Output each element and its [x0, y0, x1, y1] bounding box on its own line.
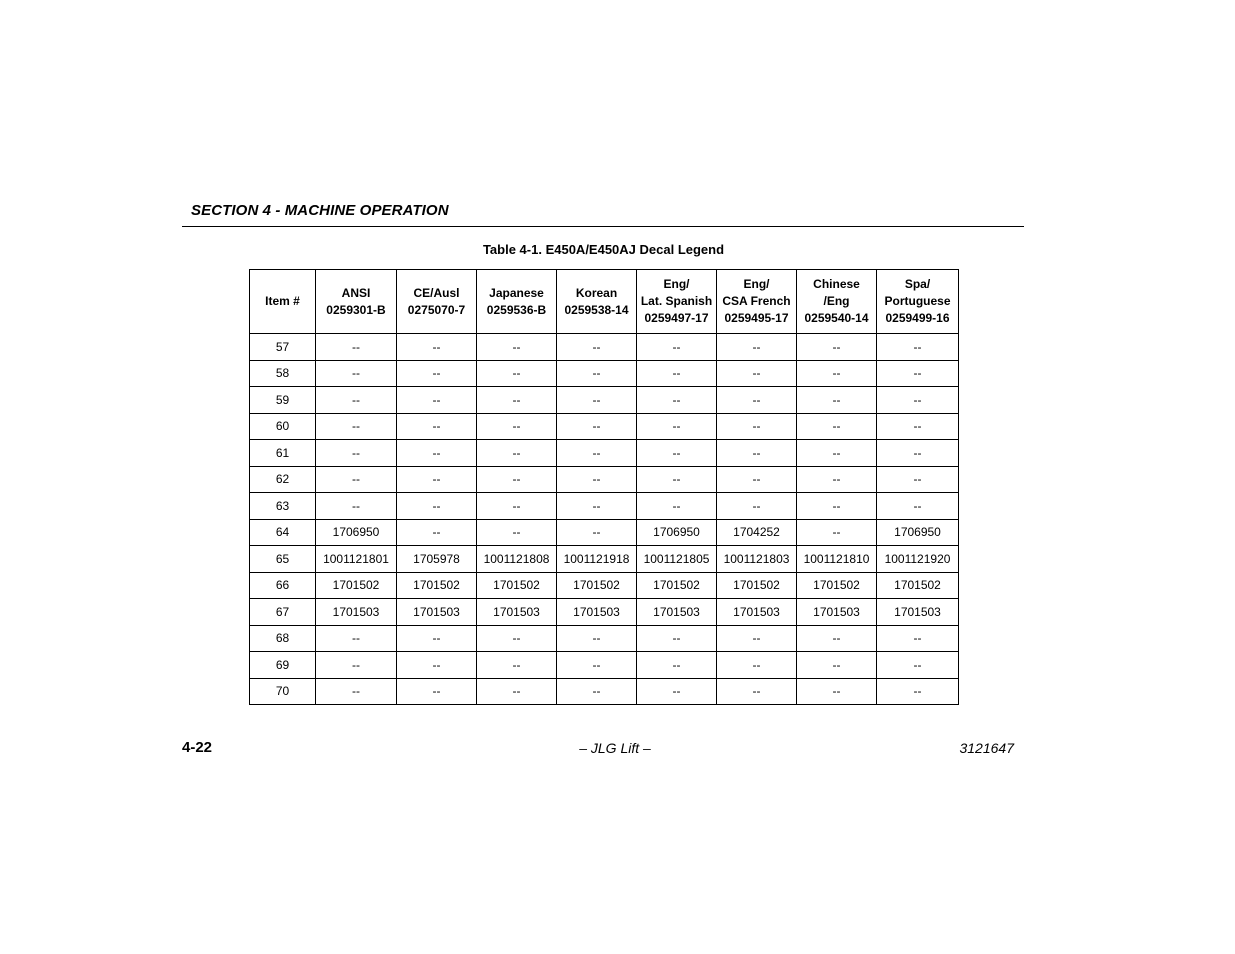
column-header — [877, 270, 959, 334]
column-header-line: 0259536-B — [486, 302, 547, 317]
column-header-line: CSA French — [722, 294, 791, 308]
part-number-cell: -- — [877, 493, 959, 520]
part-number-cell: 1701503 — [637, 599, 717, 626]
column-header-line: 0259301-B — [326, 302, 386, 317]
part-number-cell: -- — [477, 519, 557, 546]
item-number-cell: 62 — [250, 466, 316, 493]
part-number-cell: -- — [717, 652, 797, 679]
part-number-cell: 1701503 — [557, 599, 637, 626]
part-number-cell: -- — [397, 440, 477, 467]
item-number-cell: 63 — [250, 493, 316, 520]
table-row — [250, 440, 959, 467]
part-number-cell: -- — [477, 413, 557, 440]
part-number-cell: 1701503 — [797, 599, 877, 626]
column-header-line: Korean — [575, 285, 618, 300]
part-number-cell: 1001121920 — [877, 546, 959, 573]
column-header-line: Eng/ — [663, 277, 690, 291]
part-number-cell: -- — [797, 493, 877, 520]
column-header-line: 0259538-14 — [564, 302, 629, 317]
table-row — [250, 599, 959, 626]
column-header — [250, 270, 316, 334]
part-number-cell: 1701502 — [316, 572, 397, 599]
table-row — [250, 387, 959, 414]
column-header — [717, 270, 797, 334]
part-number-cell: -- — [316, 678, 397, 705]
part-number-cell: -- — [557, 466, 637, 493]
part-number-cell: -- — [797, 652, 877, 679]
part-number-cell: -- — [797, 519, 877, 546]
part-number-cell: -- — [477, 360, 557, 387]
part-number-cell: -- — [316, 652, 397, 679]
section-title: SECTION 4 - MACHINE OPERATION — [191, 202, 449, 219]
item-number-cell: 59 — [250, 387, 316, 414]
part-number-cell: -- — [637, 652, 717, 679]
part-number-cell: -- — [877, 652, 959, 679]
table-row — [250, 334, 959, 361]
column-header-line: Japanese — [489, 285, 544, 300]
table-row — [250, 519, 959, 546]
part-number-cell: -- — [397, 625, 477, 652]
table-row — [250, 652, 959, 679]
part-number-cell: -- — [397, 413, 477, 440]
part-number-cell: -- — [397, 360, 477, 387]
column-header — [397, 270, 477, 334]
part-number-cell: 1701502 — [877, 572, 959, 599]
header-rule — [182, 226, 1024, 227]
table-row — [250, 572, 959, 599]
part-number-cell: -- — [797, 466, 877, 493]
part-number-cell: 1706950 — [316, 519, 397, 546]
item-number-cell: 69 — [250, 652, 316, 679]
part-number-cell: -- — [316, 413, 397, 440]
part-number-cell: -- — [316, 493, 397, 520]
part-number-cell: -- — [637, 678, 717, 705]
part-number-cell: -- — [717, 625, 797, 652]
column-header — [316, 270, 397, 334]
part-number-cell: -- — [316, 440, 397, 467]
part-number-cell: -- — [637, 466, 717, 493]
part-number-cell: 1705978 — [397, 546, 477, 573]
part-number-cell: -- — [877, 678, 959, 705]
part-number-cell: -- — [316, 466, 397, 493]
part-number-cell: -- — [557, 519, 637, 546]
part-number-cell: -- — [717, 387, 797, 414]
part-number-cell: -- — [877, 360, 959, 387]
part-number-cell: -- — [797, 678, 877, 705]
column-header-line: 0259497-17 — [644, 311, 709, 325]
item-number-cell: 68 — [250, 625, 316, 652]
part-number-cell: -- — [797, 360, 877, 387]
part-number-cell: 1701502 — [477, 572, 557, 599]
part-number-cell: -- — [397, 387, 477, 414]
decal-legend-table — [249, 269, 959, 705]
part-number-cell: -- — [717, 334, 797, 361]
part-number-cell: -- — [877, 440, 959, 467]
table-header-row — [250, 270, 959, 334]
part-number-cell: -- — [557, 625, 637, 652]
column-header-line: Lat. Spanish — [640, 294, 713, 308]
part-number-cell: 1701503 — [316, 599, 397, 626]
part-number-cell: 1701502 — [637, 572, 717, 599]
item-number-cell: 57 — [250, 334, 316, 361]
part-number-cell: 1001121805 — [637, 546, 717, 573]
item-number-cell: 58 — [250, 360, 316, 387]
part-number-cell: 1001121808 — [477, 546, 557, 573]
part-number-cell: 1701503 — [877, 599, 959, 626]
part-number-cell: -- — [637, 360, 717, 387]
column-header — [477, 270, 557, 334]
table-row — [250, 493, 959, 520]
part-number-cell: -- — [557, 334, 637, 361]
part-number-cell: -- — [877, 413, 959, 440]
table-row — [250, 466, 959, 493]
item-number-cell: 60 — [250, 413, 316, 440]
table-row — [250, 678, 959, 705]
part-number-cell: 1001121918 — [557, 546, 637, 573]
item-number-cell: 64 — [250, 519, 316, 546]
table-row — [250, 546, 959, 573]
table-row — [250, 413, 959, 440]
footer-center-text: – JLG Lift – — [579, 740, 651, 756]
part-number-cell: -- — [397, 466, 477, 493]
part-number-cell: -- — [877, 466, 959, 493]
part-number-cell: 1706950 — [637, 519, 717, 546]
part-number-cell: 1701502 — [557, 572, 637, 599]
column-header-line: CE/Ausl — [413, 285, 460, 300]
part-number-cell: 1701503 — [397, 599, 477, 626]
part-number-cell: 1704252 — [717, 519, 797, 546]
part-number-cell: -- — [477, 334, 557, 361]
part-number-cell: -- — [316, 625, 397, 652]
part-number-cell: -- — [637, 387, 717, 414]
part-number-cell: -- — [717, 360, 797, 387]
table-row — [250, 360, 959, 387]
part-number-cell: -- — [877, 387, 959, 414]
column-header-line: Eng/ — [743, 277, 770, 291]
part-number-cell: 1701502 — [717, 572, 797, 599]
part-number-cell: -- — [877, 625, 959, 652]
part-number-cell: -- — [797, 334, 877, 361]
part-number-cell: -- — [637, 625, 717, 652]
part-number-cell: -- — [397, 334, 477, 361]
part-number-cell: 1701503 — [477, 599, 557, 626]
part-number-cell: -- — [477, 387, 557, 414]
column-header — [557, 270, 637, 334]
part-number-cell: 1001121801 — [316, 546, 397, 573]
part-number-cell: -- — [477, 493, 557, 520]
item-number-cell: 61 — [250, 440, 316, 467]
table-row — [250, 625, 959, 652]
column-header-line: 0259495-17 — [724, 311, 789, 325]
item-number-cell: 66 — [250, 572, 316, 599]
part-number-cell: -- — [397, 493, 477, 520]
item-number-cell: 70 — [250, 678, 316, 705]
item-number-cell: 67 — [250, 599, 316, 626]
column-header-line: 0259499-16 — [885, 311, 950, 325]
part-number-cell: -- — [477, 440, 557, 467]
column-header-line: Portuguese — [884, 294, 951, 308]
part-number-cell: -- — [797, 413, 877, 440]
part-number-cell: -- — [637, 493, 717, 520]
part-number-cell: -- — [637, 413, 717, 440]
part-number-cell: 1706950 — [877, 519, 959, 546]
part-number-cell: -- — [316, 334, 397, 361]
column-header-line: ANSI — [341, 285, 371, 300]
part-number-cell: -- — [557, 440, 637, 467]
part-number-cell: -- — [316, 387, 397, 414]
part-number-cell: -- — [477, 466, 557, 493]
part-number-cell: -- — [637, 440, 717, 467]
column-header — [637, 270, 717, 334]
part-number-cell: -- — [717, 413, 797, 440]
table-body — [250, 334, 959, 705]
column-header-line: /Eng — [823, 294, 850, 308]
part-number-cell: -- — [717, 440, 797, 467]
part-number-cell: -- — [717, 466, 797, 493]
page-number: 4-22 — [182, 739, 213, 756]
part-number-cell: 1001121810 — [797, 546, 877, 573]
part-number-cell: -- — [557, 652, 637, 679]
part-number-cell: 1701502 — [397, 572, 477, 599]
part-number-cell: -- — [557, 678, 637, 705]
column-header-line: 0275070-7 — [407, 302, 466, 317]
part-number-cell: -- — [557, 493, 637, 520]
column-header-line: 0259540-14 — [804, 311, 869, 325]
column-header — [797, 270, 877, 334]
item-number-cell: 65 — [250, 546, 316, 573]
part-number-cell: -- — [557, 360, 637, 387]
part-number-cell: 1701503 — [717, 599, 797, 626]
part-number-cell: -- — [316, 360, 397, 387]
part-number-cell: -- — [717, 493, 797, 520]
part-number-cell: -- — [797, 387, 877, 414]
part-number-cell: -- — [557, 387, 637, 414]
part-number-cell: -- — [477, 625, 557, 652]
part-number-cell: -- — [557, 413, 637, 440]
part-number-cell: 1001121803 — [717, 546, 797, 573]
column-header-line: Item # — [265, 294, 300, 308]
column-header-line: Spa/ — [904, 277, 931, 291]
part-number-cell: -- — [397, 678, 477, 705]
part-number-cell: -- — [797, 440, 877, 467]
part-number-cell: -- — [397, 519, 477, 546]
part-number-cell: -- — [397, 652, 477, 679]
table-caption: Table 4-1. E450A/E450AJ Decal Legend — [482, 242, 725, 257]
part-number-cell: 1701502 — [797, 572, 877, 599]
part-number-cell: -- — [797, 625, 877, 652]
part-number-cell: -- — [717, 678, 797, 705]
part-number-cell: -- — [477, 678, 557, 705]
part-number-cell: -- — [477, 652, 557, 679]
part-number-cell: -- — [637, 334, 717, 361]
column-header-line: Chinese — [813, 277, 860, 291]
doc-number: 3121647 — [959, 740, 1014, 756]
part-number-cell: -- — [877, 334, 959, 361]
